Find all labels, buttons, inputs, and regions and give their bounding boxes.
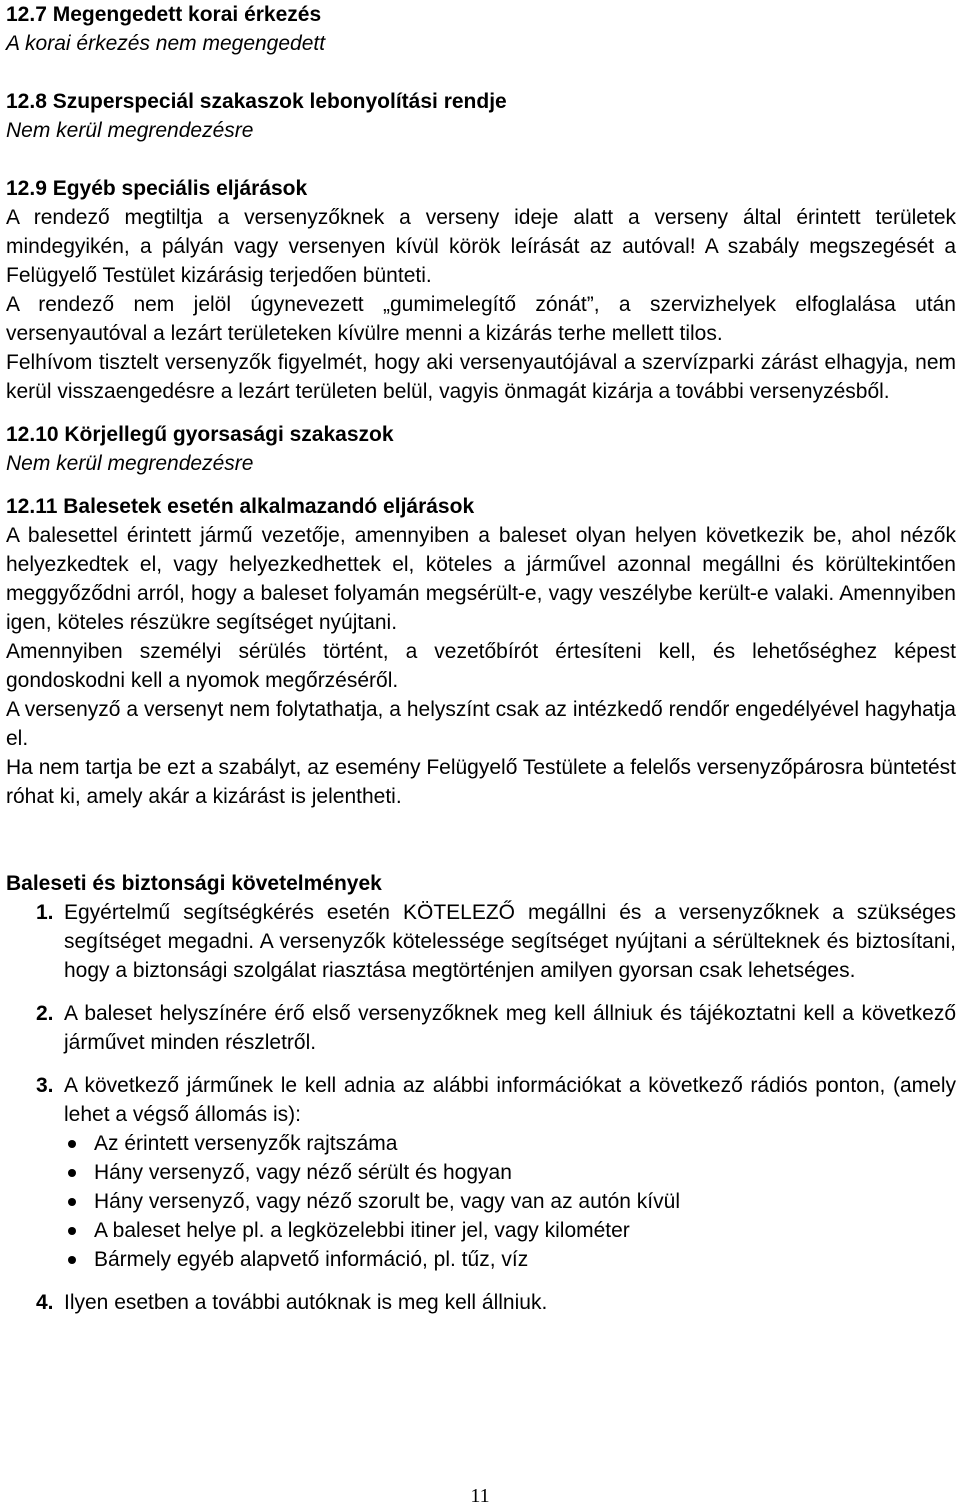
list-item [6,1288,956,1317]
section-12-9-paragraph-2: A rendező nem jelöl úgynevezett „gumimelegítő zónát”, a szervizhelyek elfoglalása után versenyautóval a lezárt területeken kívülre menni a kizárás terhe mellett tilos. [6,293,956,345]
bullet-item [6,1187,956,1216]
section-12-11-paragraph-2: Amennyiben személyi sérülés történt, a vezetőbírót értesíteni kell, és lehetőséghez képest gondoskodni kell a nyomok megőrzéséről. [6,640,956,692]
list-item-text: A baleset helyszínére érő első versenyzőknek meg kell állniuk és tájékoztatni kell a következő járművet minden részletről. [64,1002,956,1054]
safety-numbered-list [6,898,956,1317]
safety-requirements-heading: Baleseti és biztonsági követelmények [6,872,382,895]
bullet-item [6,1129,956,1158]
list-item-number: 2. [36,1002,54,1025]
bullet-text: Bármely egyéb alapvető információ, pl. tűz, víz [94,1248,529,1271]
bullet-icon [68,1140,76,1148]
section-12-7-text: A korai érkezés nem megengedett [6,32,326,55]
section-12-9-paragraph-1: A rendező megtiltja a versenyzőknek a verseny ideje alatt a verseny által érintett területek mindegyikén, a pályán vagy versenyen kívül körök leírását az autóval! A szabály megszegését a Felügyelő Testület kizárásig terjedően bünteti. [6,206,956,287]
list-item [6,999,956,1057]
info-bullet-list [6,1129,956,1274]
section-12-11-paragraph-4: Ha nem tartja be ezt a szabályt, az esemény Felügyelő Testülete a felelős versenyzőpárosra büntetést róhat ki, amely akár a kizárást is jelentheti. [6,756,956,808]
section-12-10-heading: 12.10 Körjellegű gyorsasági szakaszok [6,423,394,446]
bullet-icon [68,1169,76,1177]
section-12-10-text: Nem kerül megrendezésre [6,452,254,475]
section-12-11-heading: 12.11 Balesetek esetén alkalmazandó eljárások [6,495,475,518]
bullet-icon [68,1198,76,1206]
section-12-8-heading: 12.8 Szuperspeciál szakaszok lebonyolítási rendje [6,90,507,113]
section-12-9-heading: 12.9 Egyéb speciális eljárások [6,177,308,200]
list-item-text: A következő járműnek le kell adnia az alábbi információkat a következő rádiós ponton, (amely lehet a végső állomás is): [64,1074,956,1126]
list-item [6,898,956,985]
section-12-11-paragraph-1: A balesettel érintett jármű vezetője, amennyiben a baleset olyan helyen következik be, ahol nézők helyezkedtek el, vagy helyezkedhettek el, köteles a járművel azonnal megállni és körültekintően meggyőződni arról, hogy a baleset folyamán megsérült-e, vagy veszélybe került-e valaki. Amennyiben igen, köteles részükre segítséget nyújtani. [6,524,956,634]
bullet-text: Az érintett versenyzők rajtszáma [94,1132,398,1155]
bullet-icon [68,1227,76,1235]
bullet-item [6,1245,956,1274]
bullet-text: Hány versenyző, vagy néző szorult be, vagy van az autón kívül [94,1190,680,1213]
list-item-text: Ilyen esetben a további autóknak is meg kell állniuk. [64,1291,548,1314]
bullet-item [6,1216,956,1245]
document-page [6,0,956,1331]
list-item-number: 4. [36,1291,54,1314]
bullet-icon [68,1256,76,1264]
section-12-7-heading: 12.7 Megengedett korai érkezés [6,3,322,26]
section-12-9-paragraph-3: Felhívom tisztelt versenyzők figyelmét, hogy aki versenyautójával a szervízparki zárást elhagyja, nem kerül visszaengedésre a lezárt területen belül, vagyis önmagát kizárja a további versenyzésből. [6,351,956,403]
bullet-text: A baleset helye pl. a legközelebbi itiner jel, vagy kilométer [94,1219,630,1242]
page-number: 11 [470,1485,490,1507]
bullet-text: Hány versenyző, vagy néző sérült és hogyan [94,1161,512,1184]
bullet-item [6,1158,956,1187]
list-item-text: Egyértelmű segítségkérés esetén KÖTELEZŐ megállni és a versenyzőknek a szükséges segítséget megadni. A versenyzők kötelessége segítséget nyújtani a sérülteknek és biztosítani, hogy a biztonsági szolgálat riasztása megtörténjen amilyen gyorsan csak lehetséges. [64,901,956,982]
list-item-number: 3. [36,1074,54,1097]
section-12-8-text: Nem kerül megrendezésre [6,119,254,142]
list-item-number: 1. [36,901,54,924]
list-item [6,1071,956,1129]
section-12-11-paragraph-3: A versenyző a versenyt nem folytathatja, a helyszínt csak az intézkedő rendőr engedélyével hagyhatja el. [6,698,956,750]
